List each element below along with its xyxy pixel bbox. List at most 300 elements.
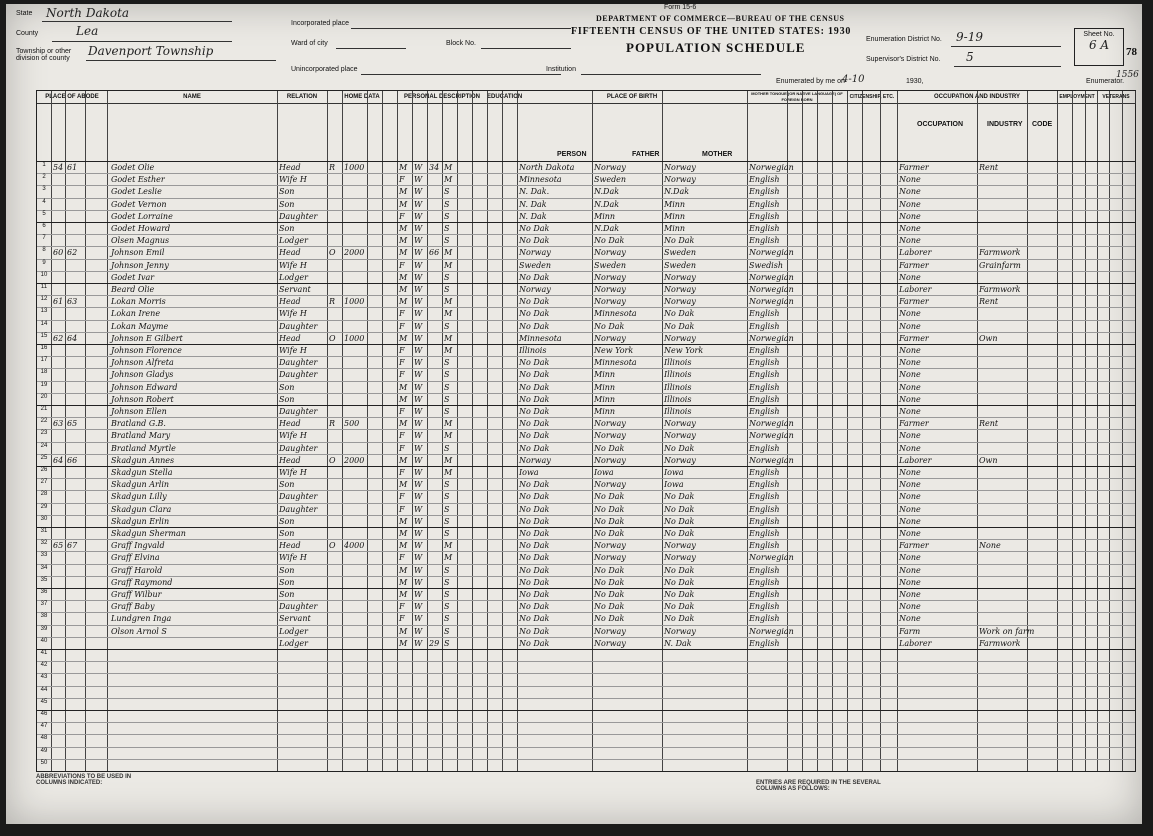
table-row (37, 478, 1135, 491)
birthplace-father: No Dak (594, 529, 625, 538)
line-number: 26 (40, 467, 48, 473)
sex: F (399, 443, 405, 453)
marital-status: S (444, 516, 450, 526)
sex: M (399, 382, 408, 392)
birthplace-mother: Minn (664, 199, 686, 209)
birthplace-mother: No Dak (664, 236, 695, 246)
home-value: 1000 (344, 333, 365, 343)
sheet-box (1074, 28, 1124, 66)
family-number: 62 (67, 248, 78, 258)
line-number: 48 (40, 735, 48, 742)
group-employment: EMPLOYMENT (1057, 91, 1098, 104)
relation: Wife H (279, 260, 307, 270)
birthplace-person: No Dak (519, 407, 550, 416)
occupation: None (899, 602, 921, 612)
enum-district-value: 9-19 (956, 30, 983, 44)
mother-tongue: Norwegian (749, 163, 794, 172)
race: W (414, 358, 423, 368)
mother-tongue: English (749, 211, 780, 221)
line-number: 10 (40, 271, 48, 278)
marital-status: M (444, 260, 453, 270)
relation: Wife H (279, 309, 307, 319)
mother-tongue: English (749, 370, 780, 380)
subhead-occupation: OCCUPATION (917, 121, 964, 128)
birthplace-mother: Norway (664, 455, 696, 465)
marital-status: S (444, 638, 450, 648)
sex: M (399, 419, 408, 429)
mother-tongue: English (749, 358, 780, 368)
relation: Daughter (279, 211, 318, 221)
race: W (414, 321, 423, 331)
marital-status: S (444, 577, 450, 587)
marital-status: S (444, 187, 450, 197)
race: W (414, 382, 423, 392)
birthplace-mother: Norway (664, 285, 696, 294)
birthplace-mother: N. Dak (664, 638, 692, 648)
race: W (414, 309, 423, 319)
birthplace-father: Norway (594, 163, 626, 172)
relation: Wife H (279, 553, 307, 563)
line-number: 9 (42, 259, 46, 266)
birthplace-mother: No Dak (664, 516, 695, 526)
occupation: None (899, 407, 921, 416)
birthplace-person: No Dak (519, 541, 550, 551)
mother-tongue: English (749, 602, 780, 612)
mother-tongue: Norwegian (749, 455, 794, 465)
birthplace-person: Illinois (519, 346, 547, 355)
race: W (414, 272, 423, 282)
family-number: 64 (67, 333, 78, 343)
state-value: North Dakota (46, 6, 130, 20)
sex: F (399, 346, 405, 355)
birthplace-mother: No Dak (664, 602, 695, 612)
birthplace-person: No Dak (519, 358, 550, 368)
race: W (414, 187, 423, 197)
birthplace-mother: No Dak (664, 504, 695, 514)
birthplace-mother: N.Dak (664, 187, 690, 197)
person-name: Godet Olie (111, 163, 155, 172)
birthplace-father: No Dak (594, 236, 625, 246)
relation: Lodger (279, 236, 308, 246)
birthplace-mother: No Dak (664, 577, 695, 587)
marital-status: M (444, 333, 453, 343)
marital-status: S (444, 590, 450, 599)
sex: M (399, 199, 408, 209)
family-number: 63 (67, 297, 78, 307)
occupation: Farmer (899, 333, 929, 343)
relation: Son (279, 224, 295, 233)
sheet-value: 6 A (1088, 38, 1110, 52)
home-tenure: O (329, 541, 336, 551)
table-row (37, 429, 1135, 442)
person-name: Johnson Alfreta (111, 358, 174, 368)
marital-status: S (444, 480, 450, 490)
race: W (414, 565, 423, 575)
line-number: 46 (40, 711, 48, 717)
sex: F (399, 614, 405, 624)
dwelling-number: 60 (53, 248, 64, 258)
block-label: Block No. (446, 40, 476, 47)
occupation: Farmer (899, 163, 929, 172)
sex: F (399, 309, 405, 319)
line-number: 41 (40, 650, 48, 656)
relation: Wife H (279, 431, 307, 441)
person-name: Graff Harold (111, 565, 163, 575)
birthplace-mother: Norway (664, 431, 696, 441)
line-number: 11 (40, 284, 48, 290)
birthplace-father: Norway (594, 638, 626, 648)
occupation: Laborer (899, 638, 932, 648)
relation: Son (279, 394, 295, 404)
occupation: None (899, 272, 921, 282)
corner-number: 1556 (1116, 70, 1139, 80)
birthplace-mother: No Dak (664, 614, 695, 624)
table-row (37, 576, 1135, 589)
birthplace-mother: Norway (664, 163, 696, 172)
sex: M (399, 565, 408, 575)
line-number: 27 (40, 479, 48, 486)
mother-tongue: Norwegian (749, 285, 794, 294)
industry: Own (979, 455, 998, 465)
line-number: 32 (40, 540, 48, 547)
birthplace-father: Minn (594, 211, 616, 221)
person-name: Johnson Emil (111, 248, 165, 258)
group-education: EDUCATION (487, 91, 518, 104)
occupation: None (899, 504, 921, 514)
marital-status: M (444, 553, 453, 563)
supervisor-label: Supervisor's District No. (866, 56, 941, 63)
race: W (414, 285, 423, 294)
birthplace-father: Norway (594, 333, 626, 343)
birthplace-person: Sweden (519, 260, 552, 270)
line-number: 50 (40, 759, 48, 766)
relation: Son (279, 590, 295, 599)
birthplace-mother: Sweden (664, 248, 697, 258)
occupation: None (899, 236, 921, 246)
sex: F (399, 407, 405, 416)
table-row (37, 490, 1135, 503)
relation: Son (279, 187, 295, 197)
birthplace-father: Minn (594, 407, 616, 416)
birthplace-mother: No Dak (664, 492, 695, 502)
table-row (37, 417, 1135, 430)
family-number: 61 (67, 163, 78, 172)
marital-status: M (444, 455, 453, 465)
group-relation: RELATION (277, 91, 328, 104)
industry: Rent (979, 297, 999, 307)
occupation: None (899, 187, 921, 197)
birthplace-person: N. Dak. (519, 187, 550, 197)
table-row (37, 210, 1135, 223)
birthplace-person: Norway (519, 285, 551, 294)
person-name: Graff Wilbur (111, 590, 162, 599)
line-number: 43 (40, 674, 48, 681)
industry: Farmwork (979, 638, 1021, 648)
incorporated-label: Incorporated place (291, 20, 349, 27)
person-name: Johnson Robert (111, 394, 174, 404)
race: W (414, 638, 423, 648)
table-row (37, 686, 1135, 699)
line-number: 23 (40, 430, 48, 437)
mother-tongue: English (749, 443, 780, 453)
enumerator-label: Enumerator. (1086, 78, 1125, 85)
state-label: State (16, 10, 33, 17)
person-name: Godet Esther (111, 175, 165, 185)
mother-tongue: Swedish (749, 260, 783, 270)
mother-tongue: Norwegian (749, 553, 794, 563)
birthplace-father: Minn (594, 394, 616, 404)
line-number: 20 (40, 393, 48, 400)
relation: Son (279, 382, 295, 392)
relation: Daughter (279, 358, 318, 368)
birthplace-mother: Norway (664, 272, 696, 282)
birthplace-person: Norway (519, 455, 551, 465)
occupation: None (899, 516, 921, 526)
person-name: Skadgun Stella (111, 468, 173, 477)
race: W (414, 553, 423, 563)
person-name: Graff Elvina (111, 553, 160, 563)
table-row (37, 198, 1135, 211)
sex: M (399, 529, 408, 538)
occupation: None (899, 211, 921, 221)
birthplace-person: No Dak (519, 590, 550, 599)
race: W (414, 419, 423, 429)
birthplace-mother: Illinois (664, 394, 692, 404)
mother-tongue: English (749, 321, 780, 331)
sex: M (399, 272, 408, 282)
birthplace-person: Iowa (519, 468, 539, 477)
birthplace-mother: Norway (664, 553, 696, 563)
dwelling-number: 63 (53, 419, 64, 429)
mother-tongue: English (749, 516, 780, 526)
birthplace-person: No Dak (519, 431, 550, 441)
birthplace-person: Minnesota (519, 175, 562, 185)
home-tenure: R (329, 163, 336, 172)
race: W (414, 175, 423, 185)
home-tenure: R (329, 419, 336, 429)
marital-status: M (444, 346, 453, 355)
line-number: 44 (40, 686, 48, 693)
line-number: 19 (40, 381, 48, 388)
person-name: Johnson Ellen (111, 407, 167, 416)
mother-tongue: English (749, 236, 780, 246)
occupation: None (899, 577, 921, 587)
marital-status: S (444, 199, 450, 209)
sex: M (399, 394, 408, 404)
line-number: 8 (42, 247, 46, 254)
race: W (414, 516, 423, 526)
sex: M (399, 480, 408, 490)
birthplace-person: No Dak (519, 272, 550, 282)
birthplace-father: Norway (594, 431, 626, 441)
person-name: Johnson Edward (111, 382, 178, 392)
birthplace-mother: No Dak (664, 309, 695, 319)
table-row (37, 600, 1135, 613)
mother-tongue: Norwegian (749, 419, 794, 429)
birthplace-person: No Dak (519, 504, 550, 514)
occupation: None (899, 492, 921, 502)
marital-status: S (444, 321, 450, 331)
race: W (414, 199, 423, 209)
birthplace-person: N. Dak (519, 199, 547, 209)
mother-tongue: English (749, 504, 780, 514)
birthplace-mother: Illinois (664, 407, 692, 416)
line-number: 45 (40, 698, 48, 705)
census-title: FIFTEENTH CENSUS OF THE UNITED STATES: 1930 (571, 26, 852, 37)
industry: Farmwork (979, 285, 1021, 294)
relation: Son (279, 516, 295, 526)
mother-tongue: English (749, 224, 780, 233)
occupation: None (899, 394, 921, 404)
marital-status: S (444, 565, 450, 575)
sex: M (399, 626, 408, 636)
race: W (414, 260, 423, 270)
occupation: Farmer (899, 260, 929, 270)
marital-status: S (444, 504, 450, 514)
line-number: 25 (40, 454, 48, 461)
table-row (37, 234, 1135, 247)
birthplace-person: No Dak (519, 565, 550, 575)
birthplace-person: No Dak (519, 321, 550, 331)
table-row (37, 185, 1135, 198)
table-row (37, 393, 1135, 406)
subhead-person: PERSON (557, 151, 587, 158)
census-grid (36, 90, 1136, 772)
birthplace-mother: Norway (664, 297, 696, 307)
birthplace-person: No Dak (519, 370, 550, 380)
line-number: 28 (40, 491, 48, 498)
supervisor-value: 5 (966, 50, 974, 64)
occupation: None (899, 358, 921, 368)
sex: M (399, 516, 408, 526)
sex: F (399, 211, 405, 221)
industry: Rent (979, 163, 999, 172)
race: W (414, 614, 423, 624)
industry: Grainfarm (979, 260, 1021, 270)
line-number: 36 (40, 589, 48, 595)
table-row (37, 612, 1135, 625)
person-name: Skadgun Sherman (111, 529, 186, 538)
birthplace-father: N.Dak (594, 199, 620, 209)
county-label: County (16, 30, 39, 37)
birthplace-person: No Dak (519, 626, 550, 636)
home-value: 500 (344, 419, 360, 429)
relation: Daughter (279, 370, 318, 380)
birthplace-father: Norway (594, 626, 626, 636)
home-value: 2000 (344, 248, 365, 258)
birthplace-father: Minnesota (594, 358, 637, 368)
sex: F (399, 358, 405, 368)
relation: Daughter (279, 492, 318, 502)
race: W (414, 333, 423, 343)
birthplace-person: No Dak (519, 614, 550, 624)
group-personal-description: PERSONAL DESCRIPTION (397, 91, 488, 104)
home-tenure: O (329, 333, 336, 343)
table-row (37, 332, 1135, 345)
person-name: Skadgun Annes (111, 455, 175, 465)
occupation: Laborer (899, 248, 932, 258)
birthplace-father: No Dak (594, 565, 625, 575)
person-name: Johnson Gladys (111, 370, 174, 380)
table-row (37, 442, 1135, 455)
birthplace-mother: Norway (664, 175, 696, 185)
enumerated-label: Enumerated by me on (776, 78, 845, 85)
table-row (37, 551, 1135, 564)
race: W (414, 248, 423, 258)
person-name: Godet Vernon (111, 199, 167, 209)
birthplace-father: New York (594, 346, 634, 355)
occupation: None (899, 565, 921, 575)
birthplace-father: Norway (594, 480, 626, 490)
group-place-of-abode: PLACE OF ABODE (37, 91, 108, 104)
birthplace-person: No Dak (519, 577, 550, 587)
marital-status: S (444, 224, 450, 233)
birthplace-father: N.Dak (594, 187, 620, 197)
relation: Daughter (279, 407, 318, 416)
marital-status: S (444, 370, 450, 380)
department-line: DEPARTMENT OF COMMERCE—BUREAU OF THE CENSUS (596, 14, 845, 23)
relation: Servant (279, 285, 311, 294)
industry: Farmwork (979, 248, 1021, 258)
marital-status: S (444, 236, 450, 246)
marital-status: S (444, 382, 450, 392)
line-number: 2 (42, 174, 46, 181)
birthplace-person: No Dak (519, 382, 550, 392)
sex: F (399, 602, 405, 612)
line-number: 7 (42, 235, 46, 242)
table-row (37, 637, 1135, 650)
relation: Wife H (279, 175, 307, 185)
race: W (414, 577, 423, 587)
occupation: None (899, 224, 921, 233)
birthplace-father: No Dak (594, 516, 625, 526)
mother-tongue: English (749, 480, 780, 490)
birthplace-person: No Dak (519, 443, 550, 453)
mother-tongue: English (749, 529, 780, 538)
birthplace-mother: Norway (664, 626, 696, 636)
sex: M (399, 455, 408, 465)
table-row (37, 722, 1135, 735)
sex: F (399, 431, 405, 441)
marital-status: S (444, 211, 450, 221)
sex: F (399, 260, 405, 270)
birthplace-father: Norway (594, 297, 626, 307)
table-row (37, 734, 1135, 747)
birthplace-father: Sweden (594, 175, 627, 185)
birthplace-father: Norway (594, 419, 626, 429)
person-name: Skadgun Lilly (111, 492, 167, 502)
sex: M (399, 236, 408, 246)
mother-tongue: English (749, 638, 780, 648)
line-number: 29 (40, 503, 48, 510)
birthplace-person: Minnesota (519, 333, 562, 343)
age: 29 (429, 638, 440, 648)
table-row (37, 759, 1135, 772)
marital-status: M (444, 175, 453, 185)
birthplace-mother: No Dak (664, 321, 695, 331)
dwelling-number: 62 (53, 333, 64, 343)
table-row (37, 320, 1135, 333)
mother-tongue: English (749, 407, 780, 416)
census-sheet (6, 4, 1142, 824)
occupation: Farmer (899, 297, 929, 307)
occupation: Farmer (899, 541, 929, 551)
race: W (414, 431, 423, 441)
occupation: Farmer (899, 419, 929, 429)
mother-tongue: English (749, 382, 780, 392)
person-name: Lokan Mayme (111, 321, 169, 331)
birthplace-person: No Dak (519, 553, 550, 563)
